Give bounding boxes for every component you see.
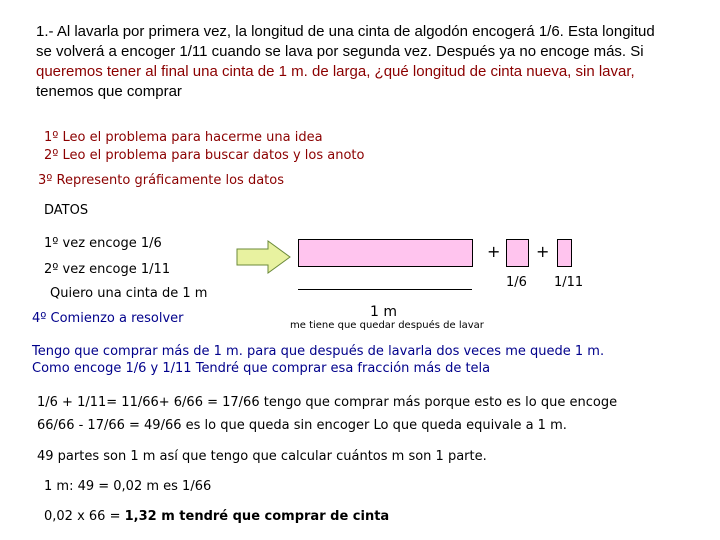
fraction-label-one-eleventh: 1/11 — [554, 275, 584, 290]
problem-line-4: tenemos que comprar — [36, 83, 182, 100]
final-answer-result: 1,32 m tendré que comprar de cinta — [124, 509, 390, 524]
problem-statement — [36, 22, 701, 102]
length-line — [298, 289, 472, 290]
arrow-right-icon — [236, 240, 292, 274]
final-answer-operation: 0,02 x 66 = — [44, 509, 125, 524]
tape-segment-one-sixth — [506, 239, 529, 267]
length-label: 1 m — [370, 304, 397, 320]
calc-line-1: 1/6 + 1/11= 11/66+ 6/66 = 17/66 tengo que comprar más porque esto es lo que encoge — [37, 395, 618, 410]
tape-main-bar — [298, 239, 473, 267]
problem-line-2: se volverá a encoger 1/11 cuando se lava por segunda vez. Después ya no encoge más. Si — [36, 43, 644, 60]
calc-line-3: 49 partes son 1 m así que tengo que calcular cuántos m son 1 parte. — [37, 449, 487, 464]
datos-heading: DATOS — [44, 203, 89, 218]
diagram-caption: me tiene que quedar después de lavar — [290, 320, 484, 331]
calc-line-4: 1 m: 49 = 0,02 m es 1/66 — [44, 479, 212, 494]
step-2: 2º Leo el problema para buscar datos y los anoto — [44, 148, 365, 163]
dato-3: Quiero una cinta de 1 m — [50, 286, 208, 301]
plus-sign-2: + — [536, 242, 550, 261]
dato-2: 2º vez encoge 1/11 — [44, 262, 171, 277]
fraction-label-one-sixth: 1/6 — [506, 275, 527, 290]
calc-line-2: 66/66 - 17/66 = 49/66 es lo que queda sin encoger Lo que queda equivale a 1 m. — [37, 418, 567, 433]
solution-line-2: Como encoge 1/6 y 1/11 Tendré que comprar esa fracción más de tela — [32, 361, 491, 376]
dato-1: 1º vez encoge 1/6 — [44, 236, 162, 251]
step-3: 3º Represento gráficamente los datos — [38, 173, 284, 188]
final-answer — [44, 509, 389, 524]
tape-segment-one-eleventh — [557, 239, 572, 267]
step-4: 4º Comienzo a resolver — [32, 311, 184, 326]
plus-sign-1: + — [487, 242, 501, 261]
step-1: 1º Leo el problema para hacerme una idea — [44, 130, 323, 145]
problem-line-1: 1.- Al lavarla por primera vez, la longitud de una cinta de algodón encogerá 1/6. Esta longitud — [36, 23, 655, 40]
problem-line-3: queremos tener al final una cinta de 1 m. de larga, ¿qué longitud de cinta nueva, sin lavar, — [36, 63, 635, 80]
solution-line-1: Tengo que comprar más de 1 m. para que después de lavarla dos veces me quede 1 m. — [32, 344, 605, 359]
